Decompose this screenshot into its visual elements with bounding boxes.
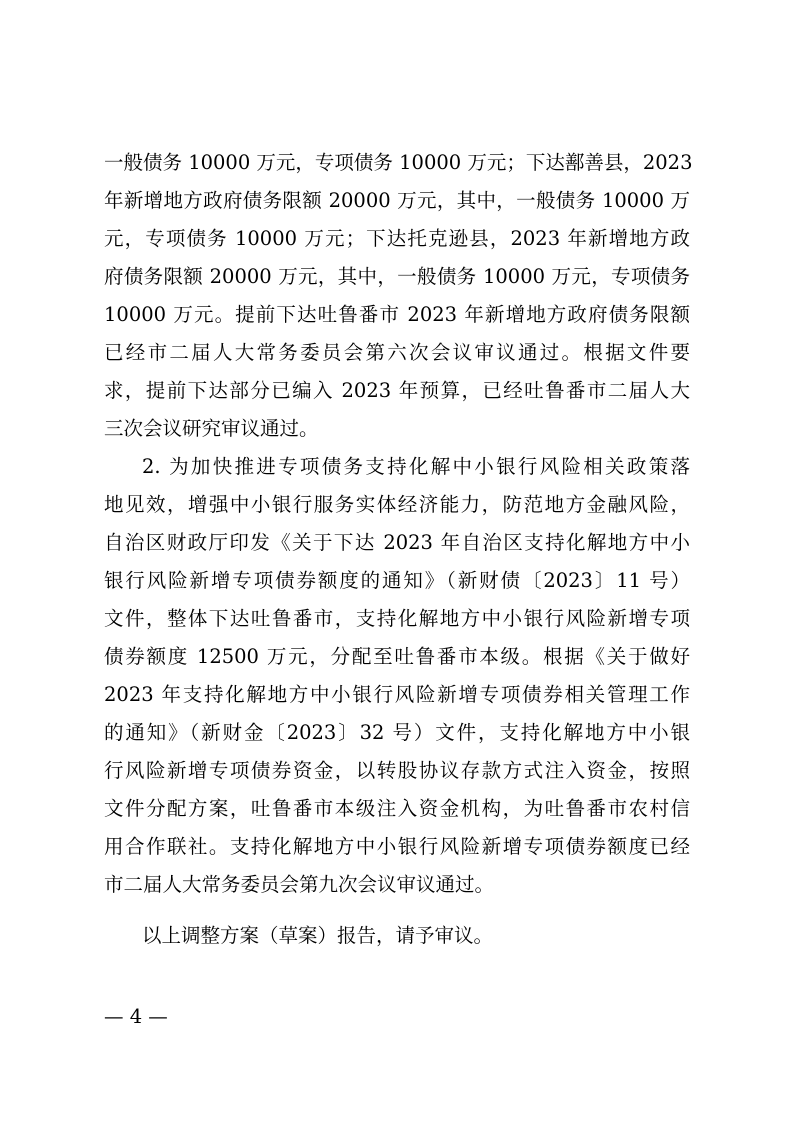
body-text-line: 元，专项债务 10000 万元；下达托克逊县，2023 年新增地方政 <box>104 227 690 250</box>
body-text-line: 自治区财政厅印发《关于下达 2023 年自治区支持化解地方中小 <box>104 531 690 554</box>
body-text-line: 债券额度 12500 万元，分配至吐鲁番市本级。根据《关于做好 <box>104 645 690 668</box>
body-text-line: 求，提前下达部分已编入 2023 年预算，已经吐鲁番市二届人大 <box>104 379 690 402</box>
body-text-line: 三次会议研究审议通过。 <box>104 417 319 440</box>
page-number: — 4 — <box>104 1005 168 1028</box>
body-text-line: 地见效，增强中小银行服务实体经济能力，防范地方金融风险， <box>104 493 690 516</box>
body-text-line: 银行风险新增专项债券额度的通知》（新财债〔2023〕11 号） <box>104 569 690 592</box>
body-text-line: 文件，整体下达吐鲁番市，支持化解地方中小银行风险新增专项 <box>104 607 690 630</box>
body-text-line: 已经市二届人大常务委员会第六次会议审议通过。根据文件要 <box>104 341 690 364</box>
body-text-line: 年新增地方政府债务限额 20000 万元，其中，一般债务 10000 万 <box>104 189 690 212</box>
body-text-line: 行风险新增专项债券资金，以转股协议存款方式注入资金，按照 <box>104 759 690 782</box>
closing-line: 以上调整方案（草案）报告，请予审议。 <box>142 924 494 947</box>
body-text-line: 文件分配方案，吐鲁番市本级注入资金机构，为吐鲁番市农村信 <box>104 797 690 820</box>
body-text-line: 的通知》（新财金〔2023〕32 号）文件，支持化解地方中小银 <box>104 721 690 744</box>
body-text-line: 2023 年支持化解地方中小银行风险新增专项债券相关管理工作 <box>104 683 690 706</box>
body-text-line: 府债务限额 20000 万元，其中，一般债务 10000 万元，专项债务 <box>104 265 690 288</box>
body-text-line: 市二届人大常务委员会第九次会议审议通过。 <box>104 873 495 896</box>
body-text-line: 用合作联社。支持化解地方中小银行风险新增专项债券额度已经 <box>104 835 690 858</box>
body-text-line: 2. 为加快推进专项债务支持化解中小银行风险相关政策落 <box>142 455 690 478</box>
body-text-line: 一般债务 10000 万元，专项债务 10000 万元；下达鄯善县，2023 <box>104 151 693 174</box>
body-text-line: 10000 万元。提前下达吐鲁番市 2023 年新增地方政府债务限额 <box>104 303 690 326</box>
